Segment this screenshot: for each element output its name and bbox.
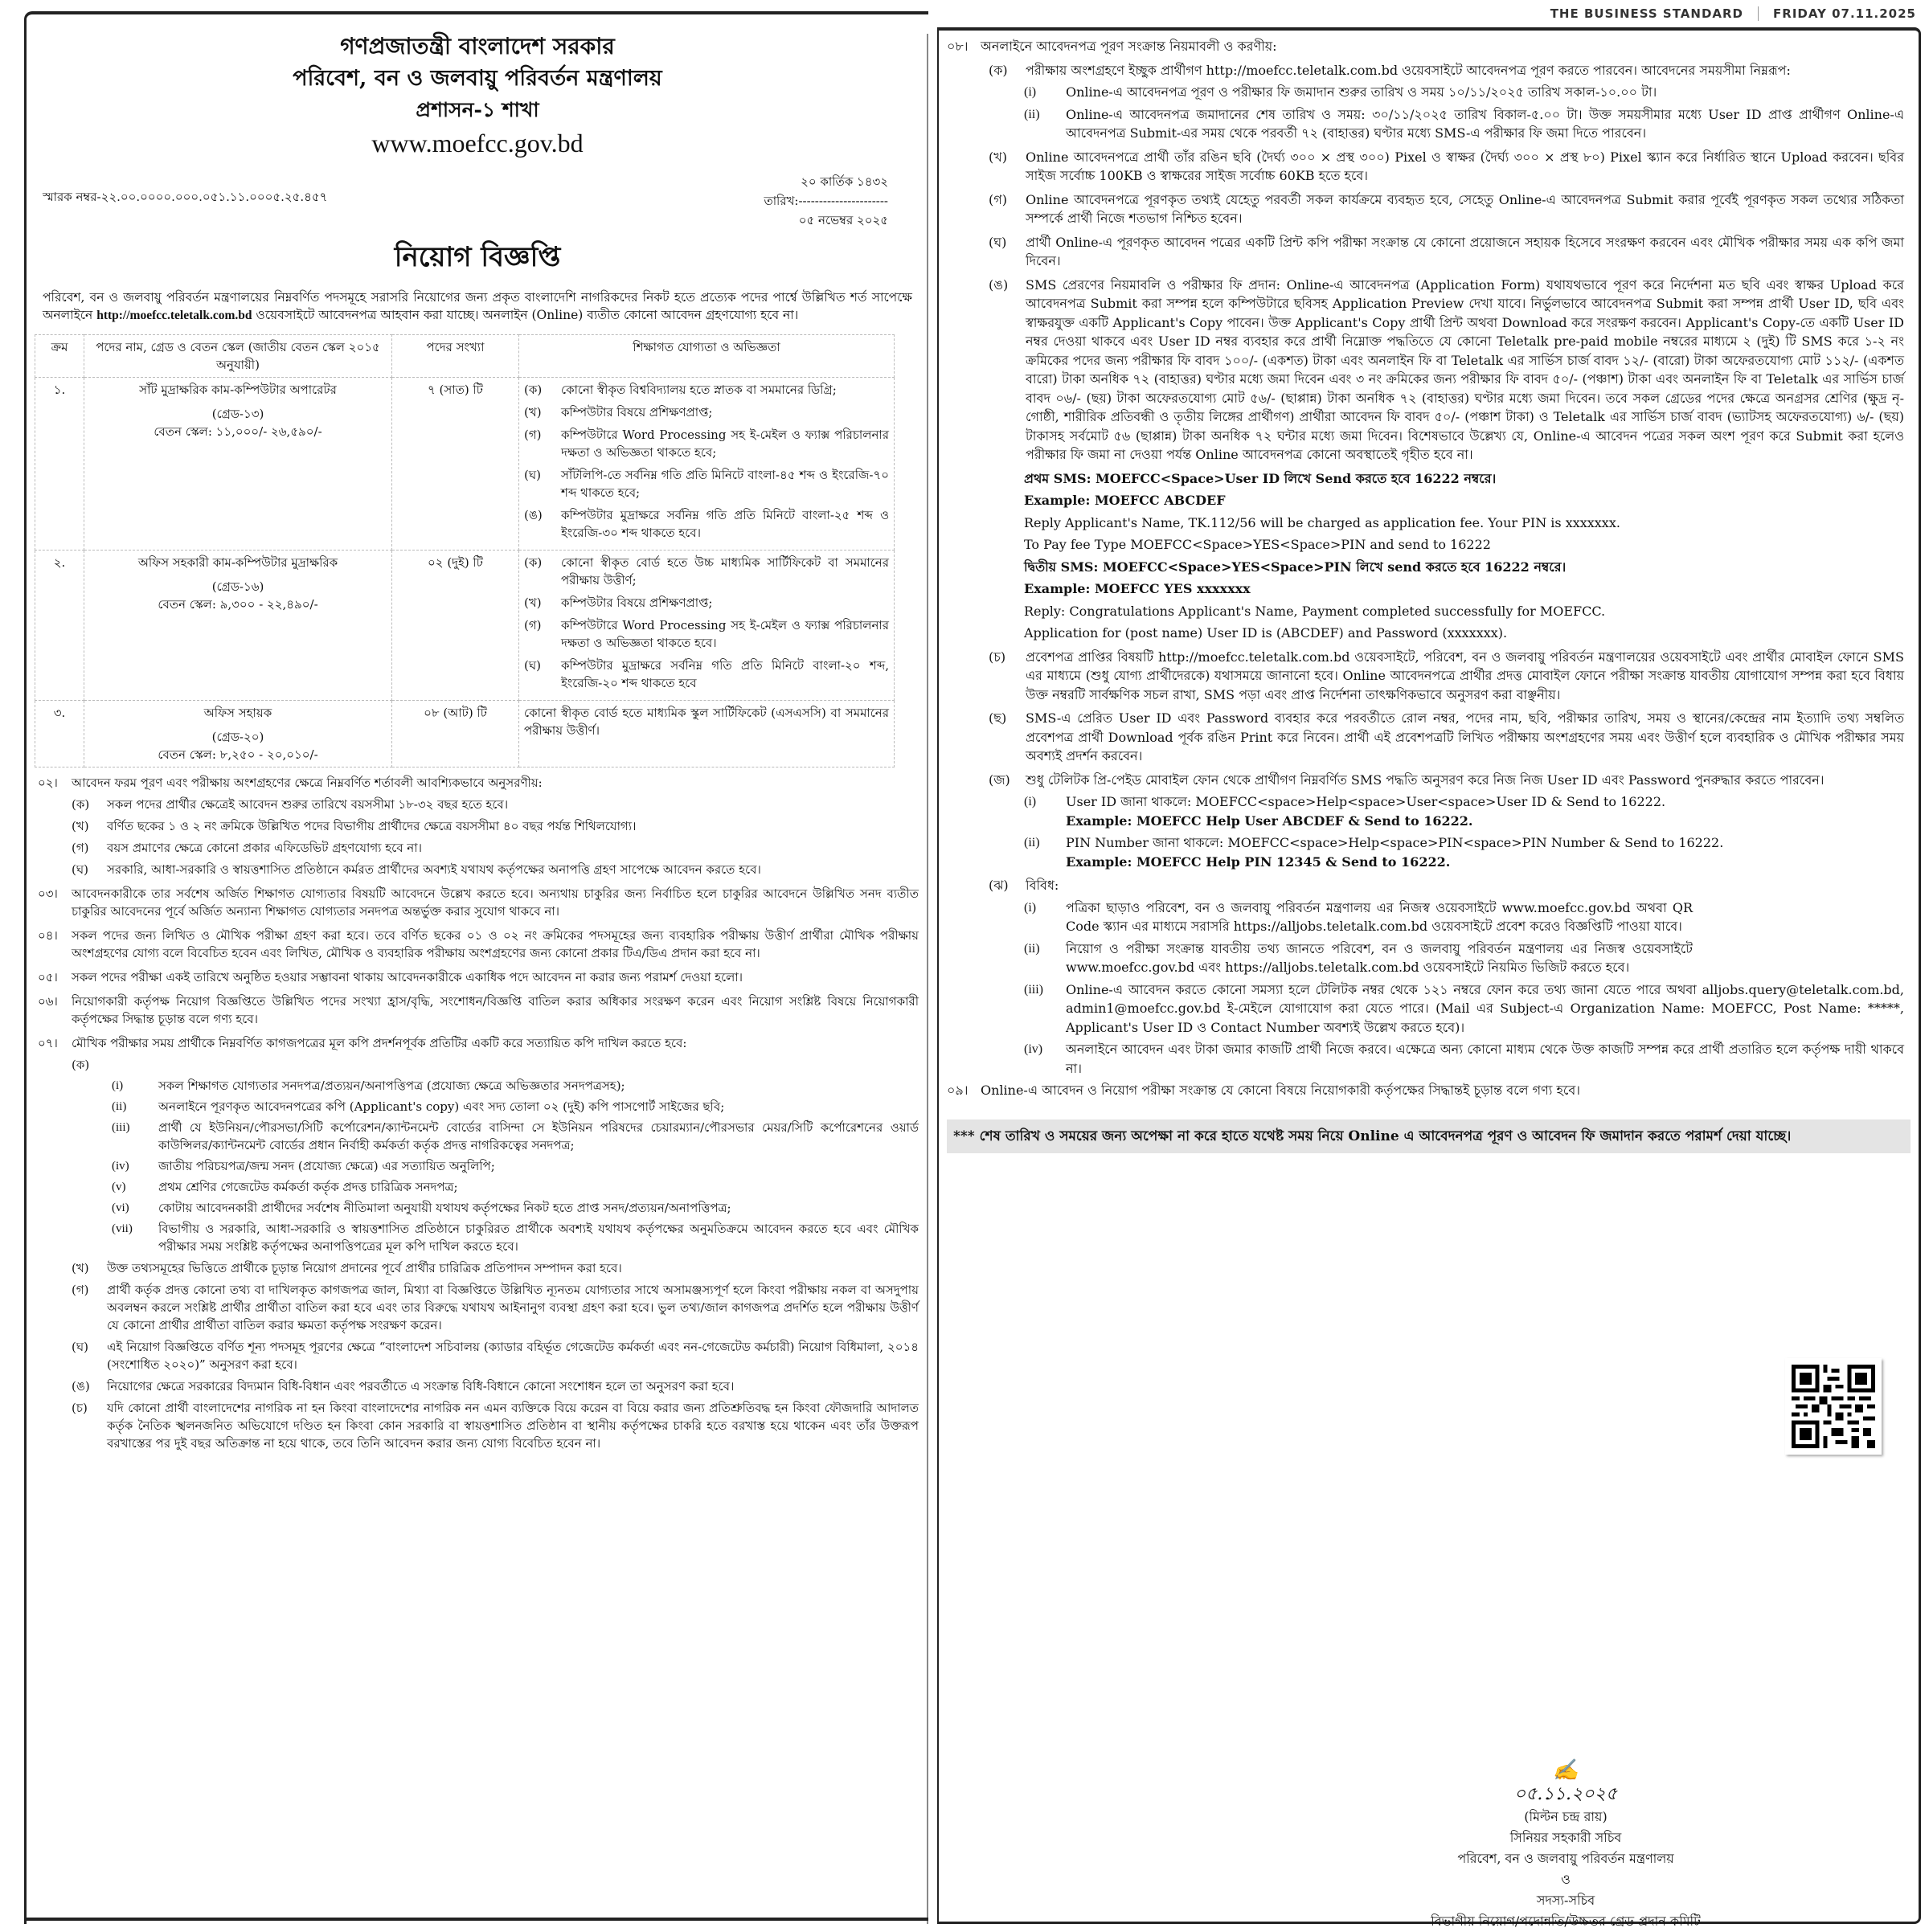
newspaper-date: FRIDAY 07.11.2025: [1773, 6, 1916, 21]
subitem-text: সকল পদের প্রার্থীর ক্ষেত্রেই আবেদন শুরুর তারিখে বয়সসীমা ১৮-৩২ বছর হতে হবে।: [107, 797, 509, 812]
section-02-number: ০২।: [38, 776, 58, 790]
qualification-text: কোনো স্বীকৃত বোর্ড হতে মাধ্যমিক স্কুল সার্টিফিকেট (এসএসসি) বা সমমানের পরীক্ষায় উত্তীর্ণ।: [524, 706, 889, 738]
qualification-item: [524, 381, 889, 399]
subitem: [72, 861, 919, 878]
subitem-number: (ঙ): [72, 1379, 90, 1394]
qualification-key: (ঙ): [524, 508, 543, 522]
document-item: [112, 1098, 919, 1115]
subitem-number: (খ): [72, 819, 89, 833]
post-cell: [84, 378, 392, 551]
deadline-item-number: (i): [1024, 85, 1037, 99]
document-item-text: জাতীয় পরিচয়পত্র/জন্ম সনদ (প্রযোজ্য ক্ষেত্রে) এর সত্যায়িত অনুলিপি;: [158, 1159, 495, 1173]
misc-item-key: (i): [1024, 900, 1037, 915]
deadline-item-text: Online-এ আবেদনপত্র জমাদানের শেষ তারিখ ও সময়: ৩০/১১/২০২৫ তারিখ বিকাল-৫.০০ টা। উক্ত সময়সীমার মধ্যে User ID প্রাপ্ত প্রার্থীগণ Online-এ আবেদনপত্র Submit-এর সময় থেকে পরবর্তী ৭২ (বাহাত্তর) ঘণ্টার মধ্যে SMS-এ পরীক্ষার ফি জমা দিতে পারবেন।: [1066, 106, 1904, 141]
deadline-item-number: (ii): [1024, 107, 1040, 121]
subitem-number: (ছ): [989, 710, 1007, 726]
sms-first: প্রথম SMS: MOEFCC<Space>User ID লিখে Send করতে হবে 16222 নম্বরে।: [1024, 470, 1497, 486]
misc-item-text: নিয়োগ ও পরীক্ষা সংক্রান্ত যাবতীয় তথ্য জানতে পরিবেশ, বন ও জলবায়ু পরিবর্তন মন্ত্রণালয় এর নিজস্ব ওয়েবসাইটে www.moefcc.gov.bd এবং https://alljobs.teletalk.com.bd ওয়েবসাইটে নিয়মিত ভিজিট করতে হবে।: [1066, 940, 1693, 975]
qualification-item: [524, 554, 889, 589]
recovery-item: [1024, 833, 1904, 853]
post-count: ০৮ (আট) টি: [392, 701, 519, 767]
header-qualification: শিক্ষাগত যোগ্যতা ও অভিজ্ঞতা: [519, 335, 895, 378]
document-item-number: (i): [112, 1079, 124, 1092]
subitem-text: বর্ণিত ছকের ১ ও ২ নং ক্রমিকে উল্লিখিত পদের বিভাগীয় প্রার্থীদের ক্ষেত্রে বয়সসীমা ৪০ বছর পর্যন্ত শিথিলযোগ্য।: [107, 819, 637, 833]
document-item-number: (ii): [112, 1100, 127, 1113]
date-label: তারিখ:----------------------: [764, 194, 888, 208]
header-url[interactable]: www.moefcc.gov.bd: [371, 129, 584, 158]
subitem-text: প্রার্থী Online-এ পূরণকৃত আবেদন পত্রের একটি প্রিন্ট কপি পরীক্ষা সংক্রান্ত যে কোনো প্রয়োজনে সহায়ক হিসেবে সংরক্ষণ করবেন এবং মৌখিক পরীক্ষার সময় এক কপি জমা দিবেন।: [1026, 234, 1904, 268]
post-grade: (গ্রেড-১৩): [211, 407, 264, 421]
sms-first-example: Example: MOEFCC ABCDEF: [1024, 493, 1226, 508]
intro-paragraph: [43, 289, 912, 325]
subitem-number: (খ): [989, 149, 1007, 165]
deadline-item: [1024, 83, 1904, 102]
section-06: [38, 993, 919, 1028]
recovery-example: Example: MOEFCC Help PIN 12345 & Send to 16222.: [1066, 853, 1451, 870]
post-cell: [84, 701, 392, 767]
signature-date: ০৫.১১.২০২৫: [1513, 1784, 1618, 1804]
pay-scale: বেতন স্কেল: ৮,২৫০ - ২০,০১০/-: [158, 747, 318, 762]
subitem: [989, 61, 1904, 80]
subitem-misc: [989, 876, 1904, 895]
header-count: পদের সংখ্যা: [392, 335, 519, 378]
subitem-number: (চ): [72, 1401, 88, 1415]
signatory-designation: সিনিয়র সহকারী সচিব: [1509, 1830, 1622, 1845]
memo-line: [43, 172, 912, 228]
qualification-key: (খ): [524, 405, 542, 420]
page-bottom-rule: [24, 1918, 928, 1921]
misc-item: [1024, 980, 1904, 1038]
qualification-text: সাঁটলিপি-তে সর্বনিম্ন গতি প্রতি মিনিটে বাংলা-৪৫ শব্দ ও ইংরেজি-৭০ শব্দ থাকতে হবে;: [561, 468, 889, 500]
misc-item-key: (iv): [1024, 1042, 1043, 1056]
header-line-1: গণপ্রজাতন্ত্রী বাংলাদেশ সরকার: [340, 33, 615, 59]
sms-application: Application for (post name) User ID is (ABCDEF) and Password (xxxxxxx).: [1024, 625, 1508, 641]
header-line-2: পরিবেশ, বন ও জলবায়ু পরিবর্তন মন্ত্রণালয়: [293, 66, 662, 91]
post-count: ৭ (সাত) টি: [392, 378, 519, 551]
header-serial: ক্রম: [35, 335, 84, 378]
section-04-text: সকল পদের জন্য লিখিত ও মৌখিক পরীক্ষা গ্রহণ করা হবে। তবে বর্ণিত ছকের ০১ ও ০২ নং ক্রমিকের পদসমূহের জন্য ব্যবহারিক পরীক্ষায় উত্তীর্ণ প্রার্থীরা মৌখিক পরীক্ষায় অংশগ্রহণের যোগ্য বলে বিবেচিত হবেন এবং লিখিত, মৌখিক ও ব্যবহারিক পরীক্ষায় অংশগ্রহণের জন্য কোনো প্রকার টিএ/ডিএ প্রদান করা হবে না।: [72, 928, 919, 960]
document-item-text: কোটায় আবেদনকারী প্রার্থীদের সর্বশেষ নীতিমালা অনুযায়ী যথাযথ কর্তৃপক্ষের নিকট হতে প্রাপ্ত সনদ/প্রত্যয়ন/অনাপত্তিপত্র;: [158, 1201, 731, 1215]
subitem: [72, 1281, 919, 1334]
document-item-number: (vi): [112, 1201, 129, 1214]
subitem-number: (ঘ): [989, 234, 1007, 250]
recovery-item-text: PIN Number জানা থাকলে: MOEFCC<space>Help<space>PIN<space>PIN Number & Send to 16222.: [1066, 835, 1724, 850]
serial-cell: ২.: [35, 551, 84, 701]
subitem-text: Online আবেদনপত্রে পূরণকৃত তথ্যই যেহেতু পরবর্তী সকল কার্যক্রমে ব্যবহৃত হবে, সেহেতু Online-এ আবেদনপত্র Submit করার পূর্বেই পূরণকৃত সকল তথ্যের সঠিকতা সম্পর্কে প্রার্থী নিজে শতভাগ নিশ্চিত হবেন।: [1026, 191, 1904, 226]
misc-item: [1024, 898, 1904, 936]
table-header-row: [35, 335, 895, 378]
qualification-item: [524, 594, 889, 612]
section-05-number: ০৫।: [38, 970, 58, 984]
qualification-item: [524, 704, 889, 739]
subitem: [72, 839, 919, 857]
subitem-text: এই নিয়োগ বিজ্ঞপ্তিতে বর্ণিত শূন্য পদসমূহ পূরণের ক্ষেত্রে “বাংলাদেশ সচিবালয় (ক্যাডার বহির্ভূত গেজেটেড কর্মকর্তা এবং নন-গেজেটেড কর্মচারী) নিয়োগ বিধিমালা, ২০১৪ (সংশোধিত ২০২০)” অনুসরণ করা হবে।: [107, 1340, 919, 1372]
subitem: [989, 276, 1904, 465]
qualification-item: [524, 616, 889, 652]
subitem-number: (চ): [989, 649, 1006, 665]
qualification-item: [524, 466, 889, 501]
section-03: [38, 885, 919, 920]
subitem-text: SMS প্রেরণের নিয়মাবলি ও পরীক্ষার ফি প্রদান: Online-এ আবেদনপত্র (Application Form) যথাযথভাবে পূরণ করে নির্দেশনা মত ছবি এবং স্বাক্ষর Upload করে আবেদনপত্র Submit করা সম্পন্ন হলে কম্পিউটারে ছবিসহ Application Preview দেখা যাবে। নির্ভুলভাবে আবেদনপত্র Submit করা সম্পন্ন প্রার্থী User ID, ছবি এবং স্বাক্ষরযুক্ত একটি Applicant's Copy পাবেন। উক্ত Applicant's Copy প্রার্থী প্রিন্ট অথবা Download করে সংরক্ষণ করবেন। Applicant's Copy-তে একটি User ID নম্বর দেওয়া থাকবে এবং User ID নম্বর ব্যবহার করে প্রার্থী নিম্নোক্ত পদ্ধতিতে যে কোনো Teletalk pre-paid mobile নম্বরের মাধ্যমে ২ (দুই) টি SMS করে ১-২ নং ক্রমিকের পদের জন্য পরীক্ষার ফি বাবদ ১০০/- (একশত) টাকা এবং অনলাইন ফি বা Teletalk এর সার্ভিস চার্জ বাবদ ১২/- (বারো) টাকা অফেরতযোগ্য মোট ১১২/- (একশত বারো) টাকা অনধিক ৭২ (বাহাত্তর) ঘণ্টার মধ্যে জমা দিবেন এবং ৩ নং ক্রমিকের জন্য পরীক্ষার ফি বাবদ ৫০/- (পঞ্চাশ) টাকা এবং অনলাইন ফি বা Teletalk এর সার্ভিস চার্জ বাবদ ০৬/- (ছয়) টাকা অফেরতযোগ্য মোট ৫৬/- (ছাপ্পান্ন) টাকা অনধিক ৭২ (বাহাত্তর) ঘণ্টার মধ্যে জমা দিবেন। তবে সকল গ্রেডের পদের ক্ষেত্রে অনগ্রসর শ্রেণির (ক্ষুদ্র নৃ-গোষ্ঠী, শারীরিক প্রতিবন্ধী ও তৃতীয় লিঙ্গের প্রার্থীগণ) প্রার্থীরা আবেদন ফি বাবদ ৫০/- (পঞ্চাশ টাকা) ও Teletalk এর সার্ভিস চার্জ বাবদ (ভ্যাটসহ অফেরতযোগ্য) ৬/- (ছয়) টাকাসহ সর্বমোট ৫৬ (ছাপ্পান্ন) টাকা অনধিক ৭২ ঘন্টার মধ্যে জমা দিবেন। বিশেষভাবে উল্লেখ্য যে, Online-এ আবেদন পত্রের সকল অংশ পূরণ করে Submit করা হলেও পরীক্ষার ফি জমা না দেওয়া পর্যন্ত Online আবেদনপত্র কোনো অবস্থাতেই গৃহীত হবে না।: [1026, 276, 1905, 462]
qualification-cell: [519, 551, 895, 701]
serial-cell: ১.: [35, 378, 84, 551]
misc-item-key: (iii): [1024, 982, 1043, 997]
subitem: [989, 648, 1904, 705]
sms-first-reply: Reply Applicant's Name, TK.112/56 will be charged as application fee. Your PIN is xxxxxxx.: [1024, 514, 1620, 530]
section-09-text: Online-এ আবেদন ও নিয়োগ পরীক্ষা সংক্রান্ত যে কোনো বিষয়ে নিয়োগকারী কর্তৃপক্ষের সিদ্ধান্তই চূড়ান্ত বলে গণ্য হবে।: [981, 1083, 1580, 1098]
section-07: [38, 1034, 919, 1052]
subitem: [72, 1399, 919, 1452]
qualification-key: (ক): [524, 555, 543, 570]
newspaper-masthead: [1550, 6, 1916, 21]
qualification-text: কোনো স্বীকৃত বোর্ড হতে উচ্চ মাধ্যমিক সার্টিফিকেট বা সমমানের পরীক্ষায় উত্তীর্ণ;: [561, 555, 889, 587]
subitem-text: নিয়োগের ক্ষেত্রে সরকারের বিদ্যমান বিধি-বিধান এবং পরবর্তীতে এ সংক্রান্ত বিধি-বিধানে কোনো সংশোধন হলে তা অনুসরণ করা হবে।: [107, 1379, 735, 1394]
pay-scale: বেতন স্কেল: ৯,৩০০ - ২২,৪৯০/-: [158, 597, 318, 612]
subitem-misc-number: (ঝ): [989, 878, 1009, 893]
subitem-text: উক্ত তথ্যসমূহের ভিত্তিতে প্রার্থীকে চূড়ান্ত নিয়োগ প্রদানের পূর্বে প্রার্থীর চারিত্রিক প্রতিপাদন সম্পাদন করা হবে।: [107, 1261, 622, 1275]
section-06-text: নিয়োগকারী কর্তৃপক্ষ নিয়োগ বিজ্ঞপ্তিতে উল্লিখিত পদের সংখ্যা হ্রাস/বৃদ্ধি, সংশোধন/বিজ্ঞপ্তি বাতিল করার অধিকার সংরক্ষণ করেন এবং নিয়োগ সংশ্লিষ্ট বিষয়ে নিয়োগকারী কর্তৃপক্ষের সিদ্ধান্ত চূড়ান্ত বলে গণ্য হবে।: [72, 994, 919, 1026]
signatory-role: সদস্য-সচিব: [1536, 1893, 1595, 1908]
right-content-box: [937, 27, 1921, 1929]
masthead-separator: [1758, 6, 1759, 21]
document-item-number: (iii): [112, 1121, 130, 1134]
header-post: পদের নাম, গ্রেড ও বেতন স্কেল (জাতীয় বেতন স্কেল ২০১৫ অনুযায়ী): [84, 335, 392, 378]
subitem-text: Online আবেদনপত্রে প্রার্থী তাঁর রঙিন ছবি (দৈর্ঘ্য ৩০০ × প্রস্থ ৩০০) Pixel ও স্বাক্ষর (দৈর্ঘ্য ৩০০ × প্রস্থ ৮০) Pixel স্ক্যান করে নির্ধারিত স্থানে Upload করবেন। ছবির সাইজ সর্বোচ্চ 100KB ও স্বাক্ষরের সাইজ সর্বোচ্চ 60KB হতে হবে।: [1026, 149, 1904, 183]
subitem-text: প্রবেশপত্র প্রাপ্তির বিষয়টি http://moefcc.teletalk.com.bd ওয়েবসাইটে, পরিবেশ, বন ও জলবায়ু পরিবর্তন মন্ত্রণালয়ের ওয়েবসাইটে এবং প্রার্থীর মোবাইল ফোনে SMS এর মাধ্যমে (শুধু যোগ্য প্রার্থীদেরকে) যথাসময়ে জানানো হবে। Online আবেদনপত্রে প্রার্থীর প্রদত্ত মোবাইল ফোনে পরীক্ষা সংক্রান্ত যাবতীয় যোগাযোগ সম্পন্ন করা হবে বিধায় উক্ত নম্বরটি সার্বক্ষণিক সচল রাখা, SMS পড়া এবং প্রাপ্ত নির্দেশনা তাৎক্ষণিকভাবে অনুসরণ করা বাঞ্ছনীয়।: [1026, 649, 1904, 702]
intro-text-2: ওয়েবসাইটে আবেদনপত্র আহবান করা যাচ্ছে। অনলাইন (Online) ব্যতীত কোনো আবেদন গ্রহণযোগ্য হবে না।: [256, 308, 799, 322]
post-name: অফিস সহকারী কাম-কম্পিউটার মুদ্রাক্ষরিক: [137, 555, 338, 570]
document-item: [112, 1119, 919, 1154]
subitem: [989, 771, 1904, 790]
qualification-cell: [519, 701, 895, 767]
memo-date: [764, 172, 888, 230]
subitem: [72, 1338, 919, 1373]
qualification-cell: [519, 378, 895, 551]
subitem-text: যদি কোনো প্রার্থী বাংলাদেশের নাগরিক না হন কিংবা বাংলাদেশের নাগরিক নন এমন ব্যক্তিকে বিয়ে করেন বা বিয়ে করার জন্য প্রতিশ্রুতিবদ্ধ হন কিংবা ফৌজদারি আদালত কর্তৃক নৈতিক স্খলনজনিত অভিযোগে দণ্ডিত হন কিংবা কোন সরকারি বা স্বায়ত্তশাসিত প্রতিষ্ঠান বা স্থানীয় কর্তৃপক্ষের চাকরি হতে বরখাস্ত হয়ে থাকেন এবং তাঁর উক্তরূপ বরখাস্তের পর দুই বছর অতিক্রান্ত না হয়ে থাকে, তবে তিনি আবেদন করার জন্য যোগ্য বিবেচিত হবেন না।: [107, 1401, 919, 1451]
right-page: [937, 3, 1926, 1928]
post-name: সাঁট মুদ্রাক্ষরিক কাম-কম্পিউটার অপারেটর: [139, 383, 337, 397]
sms-second: দ্বিতীয় SMS: MOEFCC<Space>YES<Space>PIN লিখে send করতে হবে 16222 নম্বরে।: [1024, 559, 1567, 575]
subitem-text: শুধু টেলিটক প্রি-পেইড মোবাইল ফোন থেকে প্রার্থীগণ নিম্নবর্ণিত SMS পদ্ধতি অনুসরণ করে নিজ নিজ User ID এবং Password পুনরুদ্ধার করতে পারবেন।: [1026, 772, 1825, 788]
qualification-key: (গ): [524, 618, 542, 632]
qualification-text: কম্পিউটারে Word Processing সহ ই-মেইল ও ফ্যাক্স পরিচালনার দক্ষতা ও অভিজ্ঞতা থাকতে হবে।: [561, 618, 889, 650]
recovery-item: [1024, 792, 1904, 812]
qualification-key: (ঘ): [524, 658, 541, 673]
recovery-example: Example: MOEFCC Help User ABCDEF & Send to 16222.: [1066, 813, 1473, 829]
document-item-number: (v): [112, 1181, 126, 1193]
newspaper-name: THE BUSINESS STANDARD: [1550, 6, 1744, 21]
subitem: [72, 796, 919, 813]
recovery-item-text: User ID জানা থাকলে: MOEFCC<space>Help<space>User<space>User ID & Send to 16222.: [1066, 794, 1666, 809]
sms-instructions: [1024, 469, 1904, 643]
subitem-text: প্রার্থী কর্তৃক প্রদত্ত কোনো তথ্য বা দাখিলকৃত কাগজপত্র জাল, মিথ্যা বা বিজ্ঞপ্তিতে উল্লিখিত ন্যূনতম যোগ্যতার সাথে অসামঞ্জস্যপূর্ণ হলে কিংবা পরীক্ষায় নকল বা অসদুপায় অবলম্বন করলে সংশ্লিষ্ট প্রার্থীর প্রার্থীতা বাতিল করা হবে এবং তার বিরুদ্ধে যথাযথ আইনানুগ ব্যবস্থা গ্রহণ করা হবে। ভুল তথ্য/জাল কাগজপত্র প্রদর্শিত হলে পরীক্ষায় উত্তীর্ণ যে কোনো প্রার্থীর প্রার্থীতা বাতিল করার ক্ষমতা কর্তৃপক্ষ সংরক্ষণ করেন।: [107, 1283, 919, 1332]
posts-table: [35, 334, 895, 767]
post-cell: [84, 551, 392, 701]
qualification-text: কম্পিউটার মুদ্রাক্ষরে সর্বনিম্ন গতি প্রতি মিনিটে বাংলা-২০ শব্দ, ইংরেজি-২০ শব্দ থাকতে হবে: [561, 658, 889, 690]
date-bangla: ২০ কার্তিক ১৪৩২: [801, 174, 888, 189]
misc-item: [1024, 939, 1904, 977]
subitem: [72, 1377, 919, 1395]
subitem: [989, 148, 1904, 186]
subitem: [989, 709, 1904, 766]
document-item: [112, 1077, 919, 1095]
qualification-key: (ক): [524, 383, 543, 397]
section-07-text: মৌখিক পরীক্ষার সময় প্রার্থীকে নিম্নবর্ণিত কাগজপত্রের মূল কপি প্রদর্শনপূর্বক প্রতিটির একটি করে সত্যায়িত কপি দাখিল করতে হবে:: [72, 1036, 687, 1050]
subitem-number: (গ): [989, 191, 1007, 207]
section-08-text: অনলাইনে আবেদনপত্র পূরণ সংক্রান্ত নিয়মাবলী ও করণীয়:: [981, 39, 1277, 54]
section-04-number: ০৪।: [38, 928, 58, 943]
document-item-number: (vii): [112, 1222, 133, 1235]
subitem: [72, 817, 919, 835]
misc-item-key: (ii): [1024, 941, 1040, 956]
qualification-text: কম্পিউটারে Word Processing সহ ই-মেইল ও ফ্যাক্স পরিচালনার দক্ষতা ও অভিজ্ঞতা থাকতে হবে;: [561, 428, 889, 460]
section-08: [947, 37, 1904, 56]
subitem-number: (ঘ): [72, 1340, 88, 1354]
document-item-text: প্রার্থী যে ইউনিয়ন/পৌরসভা/সিটি কর্পোরেশন/ক্যান্টনমেন্ট বোর্ডের বাসিন্দা সে ইউনিয়ন পরিষদের চেয়ারম্যান/পৌরসভার মেয়র/সিটি কর্পোরেশনের ওয়ার্ড কাউন্সিলর/ক্যান্টনমেন্ট বোর্ডের প্রধান নির্বাহী কর্মকর্তা কর্তৃক প্রদত্ত নাগরিকত্বের সনদপত্র;: [158, 1120, 919, 1152]
subitem-ka: [72, 1056, 919, 1074]
section-08-number: ০৮।: [947, 39, 969, 54]
subitem: [989, 233, 1904, 271]
government-header: [27, 31, 928, 161]
section-05-text: সকল পদের পরীক্ষা একই তারিখে অনুষ্ঠিত হওয়ার সম্ভাবনা থাকায় আবেদনকারীকে একাধিক পদে আবেদন না করার জন্য পরামর্শ দেওয়া হলো।: [72, 970, 743, 984]
page-title: নিয়োগ বিজ্ঞপ্তি: [394, 241, 561, 273]
qualification-item: [524, 657, 889, 692]
section-09: [947, 1081, 1904, 1100]
left-page: [24, 11, 928, 1924]
intro-text-1: পরিবেশ, বন ও জলবায়ু পরিবর্তন মন্ত্রণালয়ের নিম্নবর্ণিত পদসমূহে সরাসরি নিয়োগের জন্য প্রকৃত বাংলাদেশি নাগরিকদের নিকট হতে প্রত্যেক পদের পার্শ্বে উল্লিখিত শর্ত সাপেক্ষে অনলাইনে: [43, 290, 912, 322]
left-sections: [38, 774, 919, 1452]
subitem-ka-key: (ক): [72, 1058, 90, 1072]
table-row: [35, 551, 895, 701]
section-06-number: ০৬।: [38, 994, 58, 1009]
subitem-number: (ঙ): [989, 276, 1009, 293]
document-item: [112, 1220, 919, 1255]
deadline-item-text: Online-এ আবেদনপত্র পূরণ ও পরীক্ষার ফি জমাদান শুরুর তারিখ ও সময় ১০/১১/২০২৫ তারিখ সকাল-১০.০০ টা।: [1066, 84, 1657, 100]
signatory-ministry: পরিবেশ, বন ও জলবায়ু পরিবর্তন মন্ত্রণালয়: [1457, 1851, 1674, 1866]
section-03-number: ০৩।: [38, 886, 58, 901]
subitem-number: (ক): [989, 62, 1008, 78]
qualification-item: [524, 403, 889, 421]
table-row: [35, 378, 895, 551]
subitem-number: (গ): [72, 841, 89, 855]
qualification-text: কম্পিউটার বিষয়ে প্রশিক্ষণপ্রাপ্ত;: [561, 405, 713, 420]
qualification-text: কোনো স্বীকৃত বিশ্ববিদ্যালয় হতে স্নাতক বা সমমানের ডিগ্রি;: [561, 383, 837, 397]
qualification-text: কম্পিউটার মুদ্রাক্ষরে সর্বনিম্ন গতি প্রতি মিনিটে বাংলা-২৫ শব্দ ও ইংরেজি-৩০ শব্দ থাকতে হবে।: [561, 508, 889, 540]
subitem-misc-text: বিবিধ:: [1026, 878, 1059, 893]
header-line-3: প্রশাসন-১ শাখা: [416, 98, 539, 121]
section-02: [38, 774, 919, 792]
signatory-name: (মিল্টন চন্দ্র রায়): [1524, 1809, 1608, 1824]
document-item-text: সকল শিক্ষাগত যোগ্যতার সনদপত্র/প্রত্যয়ন/অনাপত্তিপত্র (প্রযোজ্য ক্ষেত্রে অভিজ্ঞতার সনদপত্রসহ);: [158, 1079, 625, 1093]
misc-item-text: পত্রিকা ছাড়াও পরিবেশ, বন ও জলবায়ু পরিবর্তন মন্ত্রণালয় এর নিজস্ব ওয়েবসাইটে www.moefcc.gov.bd অথবা QR Code স্ক্যান এর মাধ্যমে সরাসরি https://alljobs.teletalk.com.bd ওয়েবসাইটে প্রবেশ করেও বিজ্ঞপ্তিটি পাওয়া যাবে।: [1066, 899, 1693, 934]
sms-second-reply: Reply: Congratulations Applicant's Name, Payment completed successfully for MOEFCC.: [1024, 603, 1606, 619]
misc-item: [1024, 1040, 1904, 1078]
subitem: [72, 1259, 919, 1277]
subitem-number: (জ): [989, 772, 1010, 788]
qualification-item: [524, 506, 889, 542]
subitem-number: (ক): [72, 797, 90, 812]
recovery-item-number: (ii): [1024, 836, 1040, 849]
document-item-text: অনলাইনে পূরণকৃত আবেদনপত্রের কপি (Applicant's copy) এবং সদ্য তোলা ০২ (দুই) কপি পাসপোর্ট সাইজের ছবি;: [158, 1099, 725, 1114]
section-03-text: আবেদনকারীকে তার সর্বশেষ অর্জিত শিক্ষাগত যোগ্যতার বিষয়টি আবেদনে উল্লেখ করতে হবে। অন্যথায় চাকুরির জন্য নির্বাচিত হলে চাকুরির আবেদনে উল্লিখিত সনদ ব্যতীত চাকুরির আবেদনের পূর্বে অর্জিত অন্যান্য শিক্ষাগত যোগ্যতার সনদপত্র অন্তর্ভুক্ত করার সুযোগ থাকবে না।: [72, 886, 919, 919]
document-item: [112, 1157, 919, 1175]
memo-reference: স্মারক নম্বর-২২.০০.০০০০.০০০.০৫১.১১.০০০৫.২৫.৪৫৭: [43, 190, 328, 204]
subitem-text: সরকারি, আধা-সরকারি ও স্বায়ত্তশাসিত প্রতিষ্ঠানে কর্মরত প্রার্থীদের অবশ্যই যথাযথ কর্তৃপক্ষের অনাপত্তি গ্রহণ সাপেক্ষে আবেদন করতে হবে।: [107, 862, 761, 877]
document-item-number: (iv): [112, 1160, 129, 1173]
document-item: [112, 1199, 919, 1217]
table-row: [35, 701, 895, 767]
teletalk-link[interactable]: http://moefcc.teletalk.com.bd: [96, 309, 252, 322]
subitem-number: (গ): [72, 1283, 89, 1297]
signature-block: [1284, 1758, 1847, 1932]
deadline-item: [1024, 105, 1904, 143]
sms-second-example: Example: MOEFCC YES xxxxxxx: [1024, 581, 1251, 596]
document-item: [112, 1178, 919, 1196]
section-05: [38, 968, 919, 986]
signatory-and: ও: [1561, 1872, 1571, 1887]
document-item-text: বিভাগীয় ও সরকারি, আধা-সরকারি ও স্বায়ত্তশাসিত প্রতিষ্ঠানে চাকুরিরত প্রার্থীকে অবশ্যই যথাযথ কর্তৃপক্ষের অনুমতিক্রমে আবেদন করতে হবে এবং মৌখিক পরীক্ষার সময় সংশ্লিষ্ট কর্তৃপক্ষের অনাপত্তিপত্রের মূল কপি দাখিল করতে হবে।: [158, 1222, 919, 1254]
serial-cell: ৩.: [35, 701, 84, 767]
qualification-key: (ঘ): [524, 468, 541, 482]
subitem-text: বয়স প্রমাণের ক্ষেত্রে কোনো প্রকার এফিডেভিট গ্রহণযোগ্য হবে না।: [107, 841, 422, 855]
page-divider: [927, 34, 928, 1924]
subitem-number: (খ): [72, 1261, 89, 1275]
qualification-item: [524, 426, 889, 461]
misc-item-text: Online-এ আবেদন করতে কোনো সমস্যা হলে টেলিটক নম্বর থেকে ১২১ নম্বরে ফোন করে তথ্য জানা যেতে পারে অথবা alljobs.query@teletalk.com.bd, admin1@moefcc.gov.bd ই-মেইলে যোগাযোগ করা যেতে পারে। (Mail এর Subject-এ Organization Name: MOEFCC, Post Name: *****, Applicant's User ID ও Contact Number অবশ্যই উল্লেখ করতে হবে)।: [1066, 981, 1904, 1035]
subitem-text: SMS-এ প্রেরিত User ID এবং Password ব্যবহার করে পরবর্তীতে রোল নম্বর, পদের নাম, ছবি, পরীক্ষার তারিখ, সময় ও স্থানের/কেন্দ্রের নাম ইত্যাদি তথ্য সম্বলিত প্রবেশপত্র প্রার্থী Download পূর্বক রঙিন Print করে নিবেন। প্রার্থী এই প্রবেশপত্রটি লিখিত পরীক্ষায় অংশগ্রহণের সময় এবং উত্তীর্ণ হলে ব্যবহারিক ও মৌখিক পরীক্ষার সময় অবশ্যই প্রদর্শন করবেন।: [1026, 710, 1904, 763]
section-02-text: আবেদন ফরম পূরণ এবং পরীক্ষায় অংশগ্রহণের ক্ষেত্রে নিম্নবর্ণিত শর্তাবলী আবশ্যিকভাবে অনুসরণীয়:: [72, 776, 543, 790]
right-sections: [947, 37, 1904, 1100]
section-09-number: ০৯।: [947, 1083, 969, 1098]
post-grade: (গ্রেড-১৬): [211, 579, 264, 594]
document-item-text: প্রথম শ্রেণির গেজেটেড কর্মকর্তা কর্তৃক প্রদত্ত চারিত্রিক সনদপত্র;: [158, 1180, 458, 1194]
qualification-text: কম্পিউটার বিষয়ে প্রশিক্ষণপ্রাপ্ত;: [561, 596, 713, 610]
subitem: [989, 190, 1904, 228]
post-name: অফিস সহায়ক: [203, 706, 272, 720]
section-04: [38, 927, 919, 962]
deadline-notice: *** শেষ তারিখ ও সময়ের জন্য অপেক্ষা না করে হাতে যথেষ্ট সময় নিয়ে Online এ আবেদনপত্র পূরণ ও আবেদন ফি জমাদান করতে পরামর্শ দেয়া যাচ্ছে।: [947, 1119, 1911, 1153]
date-english: ০৫ নভেম্বর ২০২৫: [798, 213, 888, 227]
qualification-key: (খ): [524, 596, 542, 610]
subitem-number: (ঘ): [72, 862, 88, 877]
qr-code-icon[interactable]: [1785, 1358, 1882, 1455]
sms-pay: To Pay fee Type MOEFCC<Space>YES<Space>PIN and send to 16222: [1024, 537, 1491, 552]
misc-item-text: অনলাইনে আবেদন এবং টাকা জমার কাজটি প্রার্থী নিজে করবে। এক্ষেত্রে অন্য কোনো মাধ্যম থেকে উক্ত কাজটি সম্পন্ন করে প্রার্থী প্রতারিত হলে কর্তৃপক্ষ দায়ী থাকবে না।: [1066, 1042, 1904, 1076]
post-count: ০২ (দুই) টি: [392, 551, 519, 701]
recovery-item-number: (i): [1024, 795, 1037, 808]
post-grade: (গ্রেড-২০): [211, 730, 264, 744]
qualification-key: (গ): [524, 428, 542, 442]
section-07-number: ০৭।: [38, 1036, 58, 1050]
pay-scale: বেতন স্কেল: ১১,০০০/- ২৬,৫৯০/-: [154, 424, 322, 439]
subitem-text: পরীক্ষায় অংশগ্রহণে ইচ্ছুক প্রার্থীগণ http://moefcc.teletalk.com.bd ওয়েবসাইটে আবেদনপত্র পূরণ করতে পারবেন। আবেদনের সময়সীমা নিম্নরূপ:: [1026, 62, 1791, 78]
signatory-committee: বিভাগীয় নিয়োগ/পদোন্নতি/উচ্চতর গ্রেড প্রদান কমিটি: [1431, 1914, 1701, 1929]
signature-mark: ✍: [1552, 1758, 1579, 1783]
